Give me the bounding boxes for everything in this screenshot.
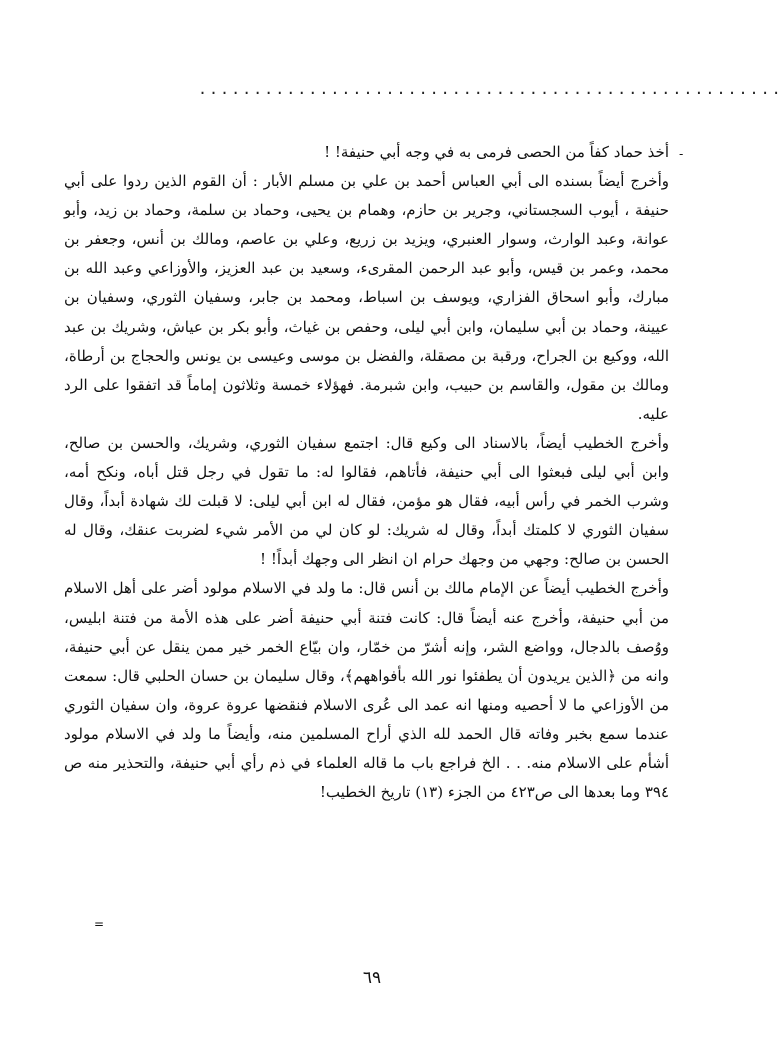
paragraph-3: وأخرج الخطيب أيضاً، بالاسناد الى وكيع قال: اجتمع سفيان الثوري، وشريك، والحسن بن صالح، وابن أبي ليلى فبعثوا الى أبي حنيفة، فأتاهم، فقالوا له: ما تقول في رجل قتل أباه، ونكح أمه، وشرب الخمر في رأس أبيه، فقال هو مؤمن، فقال له ابن أبي ليلى: لا قبلت لك شهادة أبداً، وقال سفيان الثوري لا كلمتك أبداً، وقال له شريك: لو كان لي من الأمر شيء لضربت عنقك، وقال له الحسن بن صالح: وجهي من وجهك حرام ان انظر الى وجهك أبداً! !	[64, 433, 669, 569]
paragraph-4: وأخرج الخطيب أيضاً عن الإمام مالك بن أنس قال: ما ولد في الاسلام مولود أضر على أهل الاسلام من أبي حنيفة، وأخرج عنه أيضاً قال: كانت فتنة أبي حنيفة أضر على هذه الأمة من فتنة ابليس، ووُصف بالدجال، وواضع الشر، وإنه أشرّ من خمّار، وان بيّاع الخمر خير ممن ينقل عن أبي حنيفة، وانه من ﴿الذين يريدون أن يطفئوا نور الله بأفواههم﴾، وقال سليمان بن حسان الحلبي قال: سمعت من الأوزاعي ما لا أحصيه ومنها انه عمد الى عُرى الاسلام فنقضها عروة عروة، وان سفيان الثوري عندما سمع بخبر وفاته قال الحمد لله الذي أراح المسلمين منه، وأيضاً ما ولد في الاسلام مولود أشأم على الاسلام منه. . . الخ فراجع باب ما قاله العلماء في ذم رأي أبي حنيفة، والتحذير منه ص ٣٩٤ وما بعدها الى ص٤٢٣ من الجزء (١٣) تاريخ الخطيب!	[64, 579, 669, 802]
margin-marker-top: -	[679, 147, 684, 161]
body-text	[64, 138, 669, 807]
paragraph-2: وأخرج أيضاً بسنده الى أبي العباس أحمد بن علي بن مسلم الأبار : أن القوم الذين ردوا على أبي حنيفة ، أيوب السجستاني، وجرير بن حازم، وهمام بن يحيى، وحماد بن سلمة، وحماد بن زيد، وأبو عوانة، وعبد الوارث، وسوار العنبري، ويزيد بن زريع، وعلي بن عاصم، ومالك بن أنس، وجعفر بن محمد، وعمر بن قيس، وأبو عبد الرحمن المقرىء، وسعيد بن عبد العزيز، والأوزاعي وعبد الله بن مبارك، وأبو اسحاق الفزاري، ويوسف بن اسباط، ومحمد بن جابر، وسفيان الثوري، وسفيان بن عيينة، وحماد بن أبي سليمان، وابن أبي ليلى، وحفص بن غياث، وأبو بكر بن عياش، وشريك بن عبد الله، ووكيع بن الجراح، ورقبة بن مصقلة، والفضل بن موسى وعيسى بن يونس والحجاج بن أرطاة، ومالك بن مقول، والقاسم بن حبيب، وابن شبرمة. فهؤلاء خمسة وثلاثون إماماً قد اتفقوا على الرد عليه.	[64, 172, 669, 423]
page-number: ٦٩	[362, 968, 382, 988]
margin-marker-bottom: =	[94, 917, 105, 931]
paragraph-1: أخذ حماد كفاً من الحصى فرمى به في وجه أبي حنيفة! !	[324, 143, 669, 161]
header-dotted-rule: .....................................................	[198, 80, 783, 98]
